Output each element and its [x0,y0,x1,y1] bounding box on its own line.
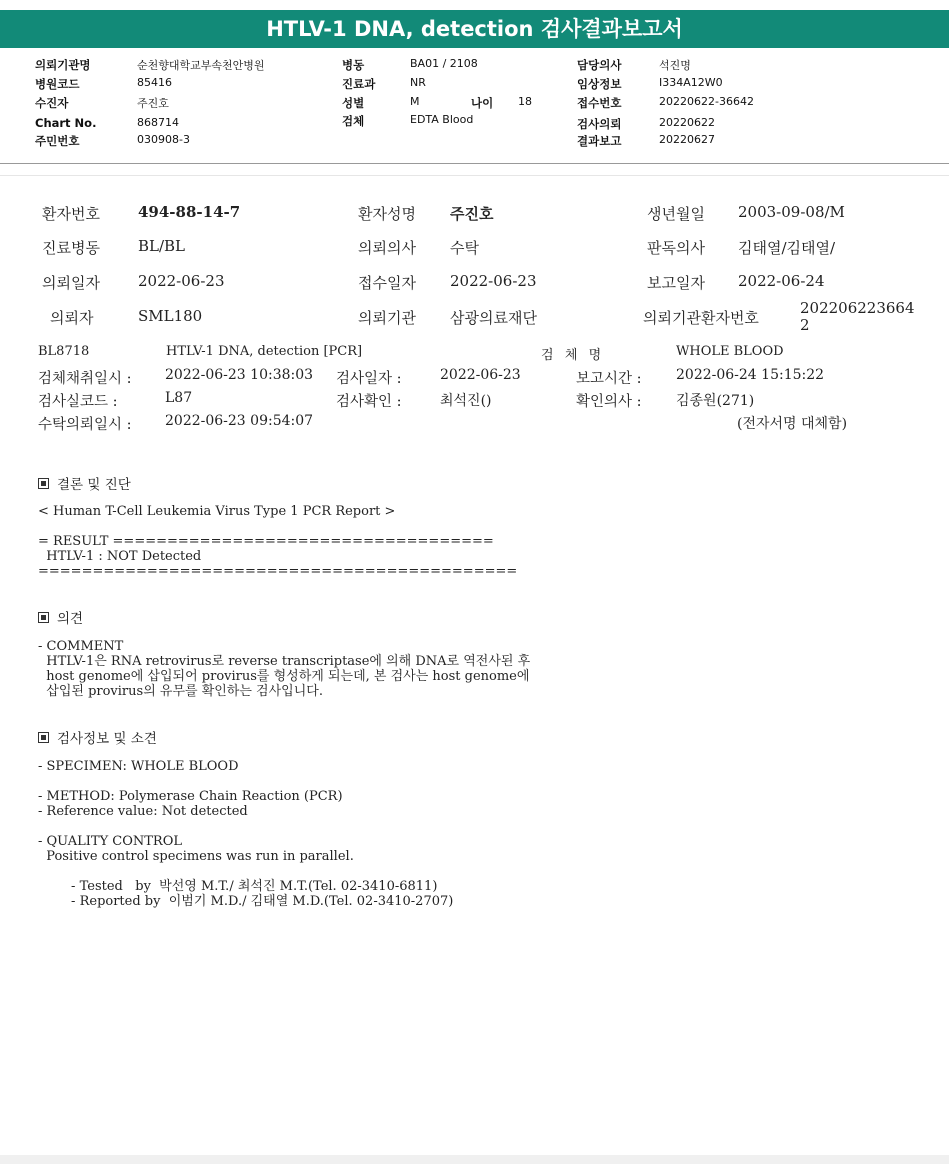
receipt-no-label: 접수번호 [577,96,622,110]
patient-name-value: 주진호 [450,205,494,223]
specimen-label: 검체 [342,114,365,128]
attending-doctor-value: 석진명 [659,59,691,72]
resident-no-label: 주민번호 [35,134,80,148]
test-request-label: 검사의뢰 [577,117,622,131]
section-conclusion-body: < Human T-Cell Leukemia Virus Type 1 PCR Report > = RESULT =================================== HTLV-1 : NOT Detected ============================================ [38,504,518,579]
section-opinion-title: 의견 [57,611,84,627]
section-conclusion-title: 결론 및 진단 [57,477,131,493]
patient-id-label: 환자번호 [42,205,100,223]
specimen-name-value: WHOLE BLOOD [676,344,784,359]
hospital-name-label: 의뢰기관명 [35,58,91,72]
org-patient-no-value: 202206223664 [800,299,915,317]
report-date-label: 보고일자 [647,274,705,292]
test-code: BL8718 [38,344,90,359]
result-report-label: 결과보고 [577,134,622,148]
attending-doctor-label: 담당의사 [577,58,622,72]
ward-label: 병동 [342,58,365,72]
resident-no-value: 030908-3 [137,133,190,146]
age-label: 나이 [471,96,494,110]
sex-value: M [410,95,420,108]
org-patient-no-label: 의뢰기관환자번호 [643,309,759,327]
request-date-label: 의뢰일자 [42,274,100,292]
page-footer-strip [0,1155,949,1164]
request-header [0,52,949,164]
section-testinfo-title: 검사정보 및 소견 [57,731,157,747]
patient-id-value: 494-88-14-7 [138,203,241,221]
report-time-value: 2022-06-24 15:15:22 [676,367,825,383]
header-divider [0,163,949,164]
reading-doctor-label: 판독의사 [647,239,705,257]
department-value: NR [410,76,426,89]
specimen-value: EDTA Blood [410,113,474,126]
test-name: HTLV-1 DNA, detection [PCR] [166,344,363,359]
section-opinion-heading [38,607,83,627]
request-date-value: 2022-06-23 [138,272,225,290]
ward-value-2: BL/BL [138,237,186,255]
patient-name-label: 환자성명 [358,205,416,223]
patient-divider [0,175,949,177]
section-conclusion-heading [38,473,131,493]
age-value: 18 [518,95,532,108]
result-report-value: 20220627 [659,133,715,146]
square-bullet-icon [38,612,49,623]
sex-label: 성별 [342,96,365,110]
report-time-label: 보고시간 : [576,371,642,387]
section-opinion-body: - COMMENT HTLV-1은 RNA retrovirus로 reverse transcriptase에 의해 DNA로 역전사된 후 host genome에 삽입되어 provirus를 형성하게 되는데, 본 검사는 host genome에 삽입된 provirus의 유무를 확인하는 검사입니다. [38,639,531,699]
requesting-org-label: 의뢰기관 [358,309,416,327]
report-title: HTLV-1 DNA, detection 검사결과보고서 [0,10,949,48]
esign-note: (전자서명 대체함) [737,416,848,432]
report-date-value: 2022-06-24 [738,272,825,290]
receipt-date-value: 2022-06-23 [450,272,537,290]
specimen-name-label: 검 체 명 [541,348,603,363]
clinical-info-value: I334A12W0 [659,76,723,89]
org-patient-no-value-line2: 2 [800,316,810,334]
section-testinfo-heading [38,727,157,747]
receipt-no-value: 20220622-36642 [659,95,754,108]
test-date-label: 검사일자 : [336,371,402,387]
requesting-org-value: 삼광의료재단 [450,309,537,327]
request-time-label: 수탁의뢰일시 : [38,417,132,433]
chart-no-value: 868714 [137,116,179,129]
request-time-value: 2022-06-23 09:54:07 [165,413,314,429]
collect-label: 검체채취일시 : [38,371,132,387]
square-bullet-icon [38,478,49,489]
clinical-info-label: 임상정보 [577,77,622,91]
lab-code-label: 검사실코드 : [38,394,118,410]
lab-code-value: L87 [165,390,193,406]
requesting-doctor-label: 의뢰의사 [358,239,416,257]
birthdate-value: 2003-09-08/M [738,203,845,221]
requester-value: SML180 [138,307,203,325]
test-date-value: 2022-06-23 [440,367,521,383]
section-testinfo-body: - SPECIMEN: WHOLE BLOOD - METHOD: Polymerase Chain Reaction (PCR) - Reference value: Not detected - QUALITY CONTROL Positive control specimens was run in parallel. - Tested by 박선영 M.T./ 최석진 M.T.(Tel. 02-3410-6811) - Reported by 이범기 M.D./ 김태열 M.D.(Tel. 02-3410-2707) [38,759,454,909]
test-request-value: 20220622 [659,116,715,129]
department-label: 진료과 [342,77,376,91]
square-bullet-icon [38,732,49,743]
birthdate-label: 생년월일 [647,205,705,223]
chart-no-label: Chart No. [35,116,97,130]
requester-label: 의뢰자 [50,309,94,327]
examinee-label: 수진자 [35,96,69,110]
ward-value: BA01 / 2108 [410,57,478,70]
requesting-doctor-value: 수탁 [450,239,479,257]
reading-doctor-value: 김태열/김태열/ [738,239,836,257]
examinee-value: 주진호 [137,97,169,110]
test-confirm-label: 검사확인 : [336,394,402,410]
hospital-name-value: 순천향대학교부속천안병원 [137,59,265,72]
receipt-date-label: 접수일자 [358,274,416,292]
hospital-code-value: 85416 [137,76,172,89]
test-confirm-value: 최석진() [440,393,492,409]
ward-label-2: 진료병동 [42,239,100,257]
confirm-doctor-label: 확인의사 : [576,394,642,410]
collect-value: 2022-06-23 10:38:03 [165,367,314,383]
confirm-doctor-value: 김종원(271) [676,393,755,409]
hospital-code-label: 병원코드 [35,77,80,91]
